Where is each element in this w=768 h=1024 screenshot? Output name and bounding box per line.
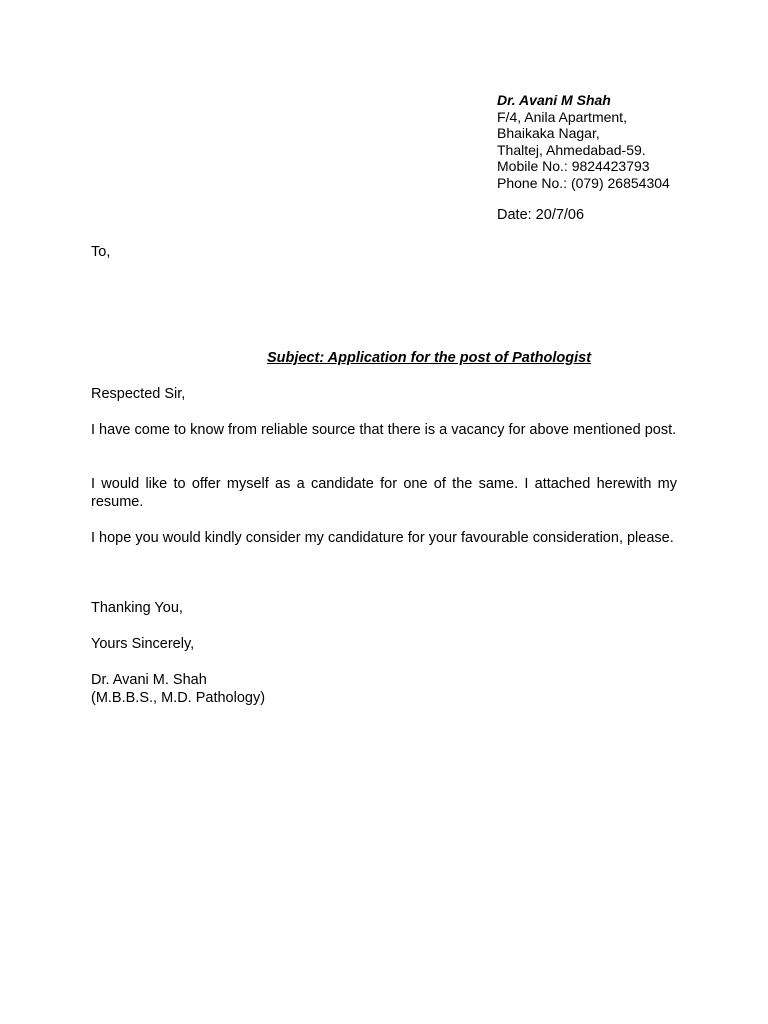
subject-text: Subject: Application for the post of Pathologist (266, 350, 592, 366)
paragraph-3: I hope you would kindly consider my candidature for your favourable consideration, please. (91, 530, 674, 546)
sender-block (497, 92, 670, 192)
signature-block (91, 671, 677, 707)
subject-line (0, 350, 768, 366)
sender-phone: Phone No.: (079) 26854304 (497, 174, 670, 191)
salutation: Respected Sir, (91, 386, 186, 402)
sender-address-line3: Thaltej, Ahmedabad-59. (497, 141, 646, 158)
signature-name: Dr. Avani M. Shah (91, 672, 207, 688)
thanks-line: Thanking You, (91, 600, 183, 616)
sender-mobile: Mobile No.: 9824423793 (497, 158, 650, 175)
sender-address-line1: F/4, Anila Apartment, (497, 108, 627, 125)
paragraph-2: I would like to offer myself as a candidate for one of the same. I attached herewith my resume. (91, 476, 677, 510)
sender-address-line2: Bhaikaka Nagar, (497, 125, 600, 142)
letter-date: Date: 20/7/06 (497, 207, 585, 223)
closing-line: Yours Sincerely, (91, 636, 195, 652)
sender-name: Dr. Avani M Shah (497, 92, 611, 108)
paragraph-1: I have come to know from reliable source that there is a vacancy for above mentioned post. (91, 422, 677, 438)
recipient-line: To, (91, 244, 111, 260)
signature-qualification: (M.B.B.S., M.D. Pathology) (91, 690, 266, 706)
